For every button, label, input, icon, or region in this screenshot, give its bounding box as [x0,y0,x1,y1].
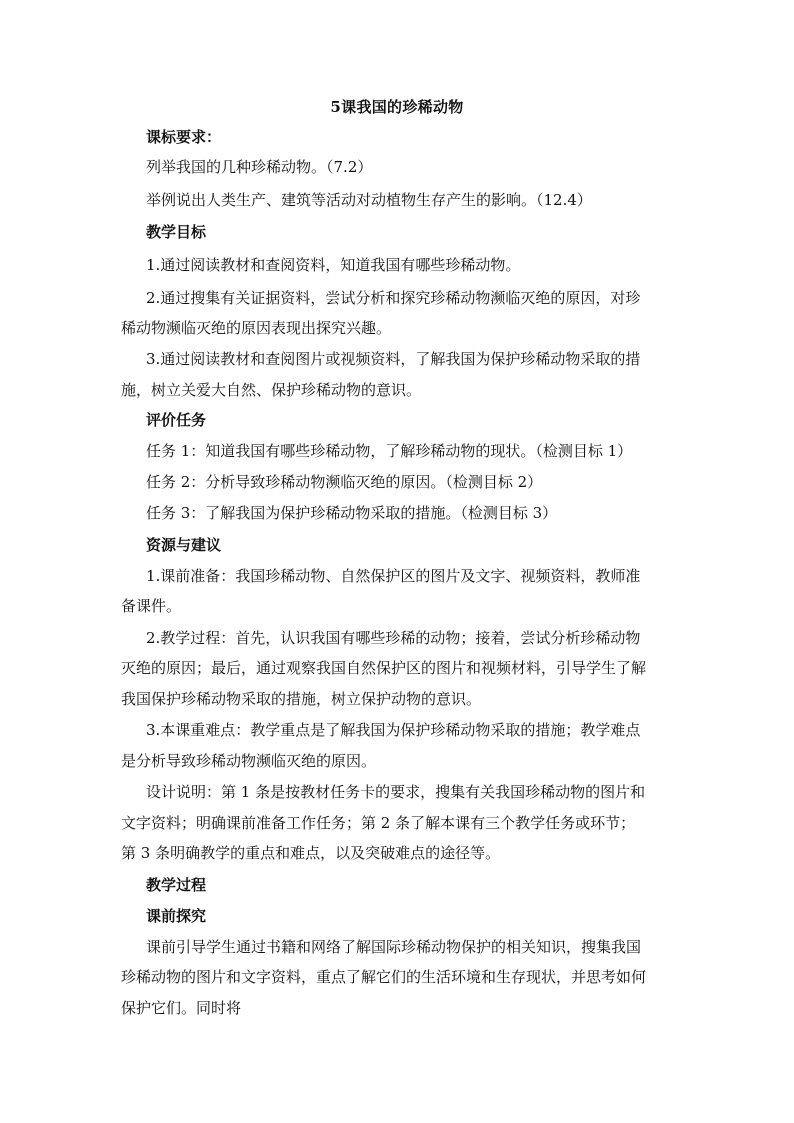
goal-1: 1.通过阅读教材和查阅资料，知道我国有哪些珍稀动物。 [146,256,521,274]
process-line-2: 珍稀动物的图片和文字资料，重点了解它们的生活环境和生存现状，并思考如何 [121,968,647,986]
design-note-line-1: 设计说明：第 1 条是按教材任务卡的要求，搜集有关我国珍稀动物的图片和 [146,783,646,801]
task-2: 任务 2：分析导致珍稀动物濒临灭绝的原因。（检测目标 2） [146,473,543,491]
resource-1-line-2: 备课件。 [121,597,182,615]
task-3: 任务 3：了解我国为保护珍稀动物采取的措施。（检测目标 3） [146,504,558,522]
lesson-title: 5课我国的珍稀动物 [330,98,464,116]
goal-2-line-1: 2.通过搜集有关证据资料，尝试分析和探究珍稀动物濒临灭绝的原因，对珍 [146,289,641,307]
goal-2-line-2: 稀动物濒临灭绝的原因表现出探究兴趣。 [121,319,392,337]
task-1: 任务 1：知道我国有哪些珍稀动物，了解珍稀动物的现状。（检测目标 1） [146,442,633,460]
section-heading-resources: 资源与建议 [146,536,222,554]
subsection-heading-preclass: 课前探究 [146,907,207,925]
goal-3-line-2: 施，树立关爱大自然、保护珍稀动物的意识。 [121,381,422,399]
standard-item-1: 列举我国的几种珍稀动物。（7.2） [146,158,373,176]
goal-3-line-1: 3.通过阅读教材和查阅图片或视频资料，了解我国为保护珍稀动物采取的措 [146,350,641,368]
section-heading-process: 教学过程 [146,876,207,894]
design-note-line-3: 第 3 条明确教学的重点和难点，以及突破难点的途径等。 [121,844,501,862]
standard-item-2: 举例说出人类生产、建筑等活动对动植物生存产生的影响。（12.4） [146,191,592,209]
resource-2-line-2: 灭绝的原因；最后，通过观察我国自然保护区的图片和视频材料，引导学生了解 [121,659,647,677]
design-note-line-2: 文字资料；明确课前准备工作任务；第 2 条了解本课有三个教学任务或环节； [121,814,636,832]
resource-2-line-1: 2.教学过程：首先，认识我国有哪些珍稀的动物；接着，尝试分析珍稀动物 [146,629,641,647]
section-heading-standards: 课标要求： [146,128,222,146]
resource-2-line-3: 我国保护珍稀动物采取的措施，树立保护动物的意识。 [121,690,482,708]
section-heading-tasks: 评价任务 [146,411,207,429]
resource-3-line-1: 3.本课重难点：教学重点是了解我国为保护珍稀动物采取的措施；教学难点 [146,721,641,739]
resource-1-line-1: 1.课前准备：我国珍稀动物、自然保护区的图片及文字、视频资料，教师准 [146,567,641,585]
resource-3-line-2: 是分析导致珍稀动物濒临灭绝的原因。 [121,752,377,770]
process-line-1: 课前引导学生通过书籍和网络了解国际珍稀动物保护的相关知识，搜集我国 [146,938,642,956]
process-line-3: 保护它们。同时将 [121,999,242,1017]
section-heading-goals: 教学目标 [146,223,207,241]
